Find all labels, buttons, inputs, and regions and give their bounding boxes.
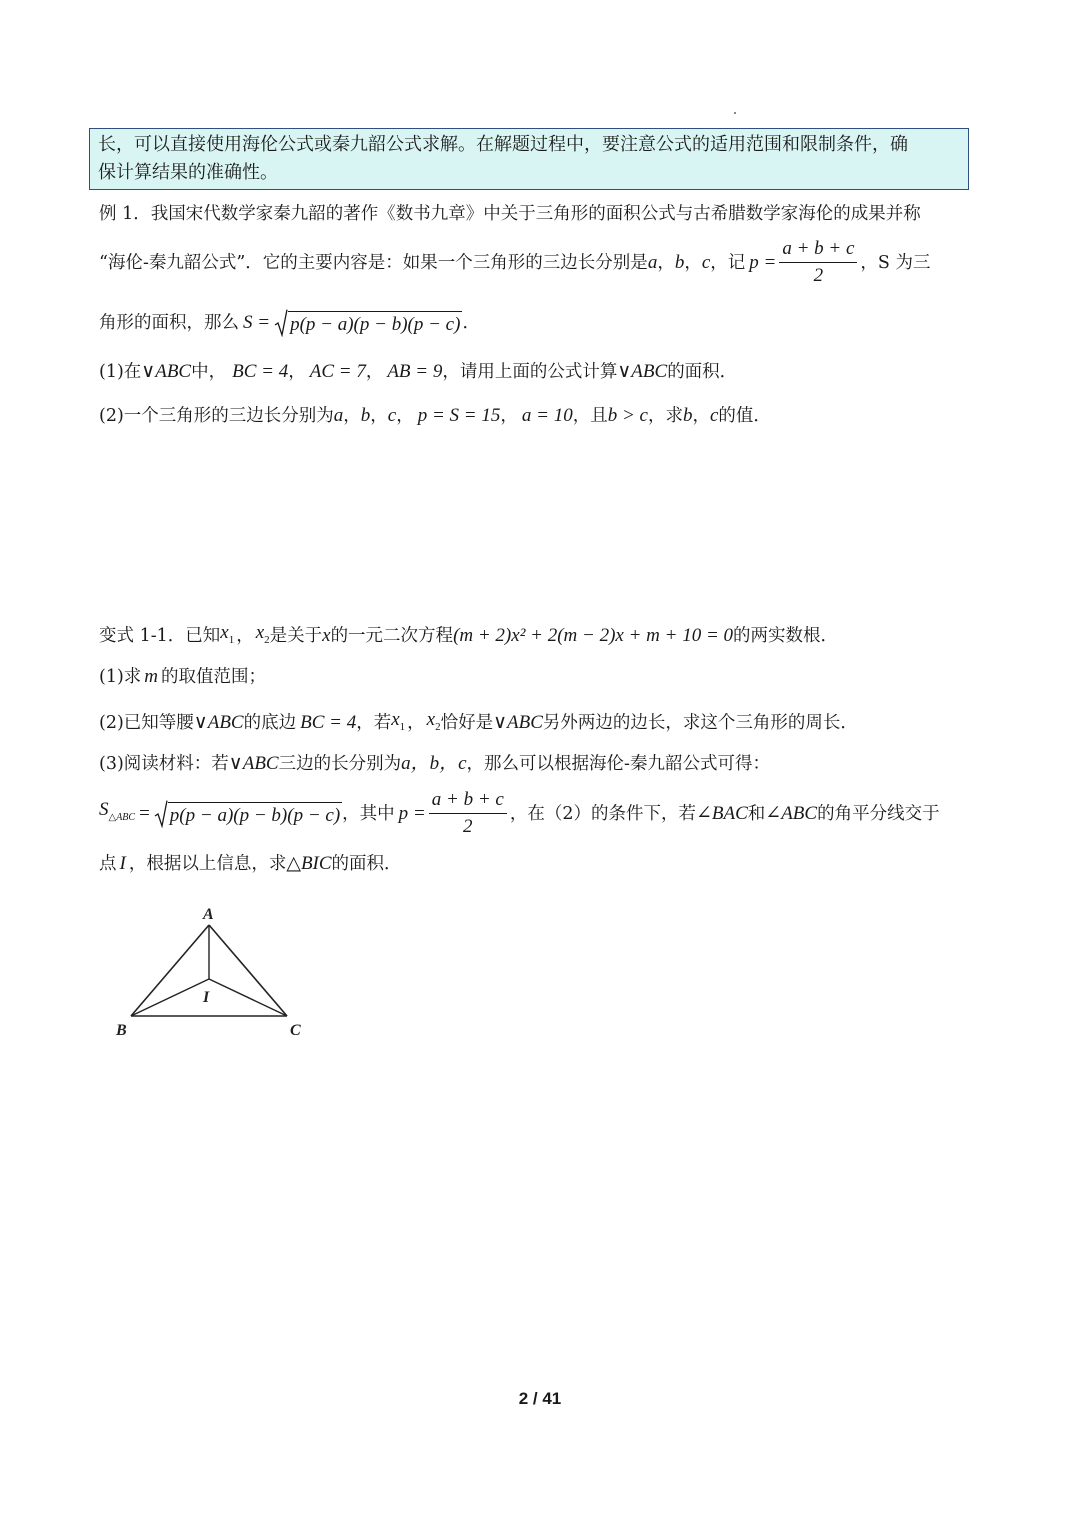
- q3-text: 三边的长分别为: [278, 754, 402, 774]
- x2: $x_2$: [255, 622, 270, 646]
- variant-title: [99, 620, 838, 653]
- example1-intro-line2: [99, 238, 930, 287]
- p-equals: p =: [749, 251, 777, 273]
- callout-line-1: 长，可以直接使用海伦公式或秦九韶公式求解。在解题过程中，要注意公式的适用范围和限制条件，确: [98, 134, 908, 155]
- q2-label: (2)已知等腰: [99, 713, 194, 734]
- q3-text: 的角平分线交于: [817, 803, 940, 824]
- q2-text: 的值．: [718, 406, 771, 426]
- separator: ，: [343, 406, 361, 426]
- variant-text: 是关于: [269, 626, 323, 647]
- triangle-symbol: ∨: [617, 361, 632, 382]
- q3-text: 点: [99, 854, 117, 874]
- variant-question3: [99, 751, 770, 777]
- x1: $x_1$: [391, 709, 406, 733]
- radical-sign-icon: [154, 800, 168, 828]
- var-m: m: [144, 666, 159, 687]
- p-fraction: [429, 789, 507, 838]
- fraction-denominator: 2: [813, 265, 824, 286]
- q1-text: 的面积．: [667, 362, 738, 382]
- q2-label: (2)一个三角形的三边长分别为: [99, 406, 334, 426]
- segment-bi: [131, 979, 209, 1016]
- fraction-numerator: a + b + c: [429, 789, 507, 814]
- variant-question2: [99, 707, 858, 740]
- q1-label: (1)求: [99, 667, 142, 687]
- triangle-symbol: ∨: [228, 753, 243, 774]
- separator: ，: [288, 362, 306, 382]
- q3-text: ，那么可以根据海伦-秦九韶公式可得：: [466, 754, 770, 774]
- separator: ，: [684, 252, 702, 273]
- label-i: I: [203, 989, 210, 1006]
- side-ab: [131, 925, 209, 1016]
- label-a: A: [203, 906, 214, 923]
- summary-callout: [89, 128, 969, 190]
- p-equals: p =: [398, 802, 426, 824]
- area-symbol: $S_{\triangle ABC}$: [99, 798, 136, 823]
- angle-bac: ∠BAC: [695, 802, 748, 824]
- heron-sqrt: [154, 800, 342, 828]
- triangle-bic: △BIC: [286, 853, 332, 874]
- q2-text: 的底边: [243, 713, 297, 734]
- p-s-value: p = S = 15: [417, 405, 501, 426]
- variant-text: 的两实数根．: [733, 626, 839, 647]
- triangle-symbol: ∨: [193, 712, 208, 734]
- var-i: I: [119, 853, 126, 874]
- intro-text: 角形的面积，那么: [99, 313, 239, 333]
- var-b: b: [674, 251, 685, 273]
- x1: $x_1$: [220, 622, 235, 646]
- ji-text: 记: [727, 252, 746, 273]
- q3-label: (3)阅读材料：若: [99, 754, 229, 774]
- intro-text: “海伦-秦九韶公式”．它的主要内容是：如果一个三角形的三边长分别是: [99, 252, 648, 273]
- bc-value: BC = 4: [300, 712, 357, 734]
- label-c: C: [290, 1022, 301, 1039]
- example1-question2: [99, 403, 771, 429]
- scan-dot: [734, 112, 736, 114]
- q2-text: ，求: [647, 406, 683, 426]
- equals: =: [139, 802, 150, 824]
- callout-line-2: 保计算结果的准确性。: [98, 162, 278, 183]
- intro-text-end: ，S 为三: [860, 252, 931, 273]
- example1-intro-line3: [99, 309, 480, 337]
- abc: ABC: [242, 753, 279, 774]
- ab-value: AB = 9: [387, 361, 443, 382]
- triangle-figure: [100, 895, 330, 1045]
- separator: ，: [500, 406, 518, 426]
- fraction-denominator: 2: [463, 816, 473, 837]
- var-b: b: [682, 405, 693, 426]
- p-fraction: [779, 238, 857, 287]
- x2: $x_2$: [426, 709, 441, 733]
- b-gt-c: b > c: [607, 405, 648, 426]
- q1-label: (1)在: [99, 362, 142, 382]
- var-b: b: [360, 405, 371, 426]
- segment-ci: [209, 979, 287, 1016]
- var-c: c: [709, 405, 719, 426]
- q2-text: 恰好是: [440, 713, 494, 734]
- period: ．: [462, 313, 480, 333]
- triangle-symbol: ∨: [493, 712, 508, 734]
- var-c: c: [701, 251, 711, 273]
- a-value: a = 10: [521, 405, 573, 426]
- q3-text: 的面积．: [331, 854, 402, 874]
- separator: ，: [407, 713, 425, 734]
- page-number: 2 / 41: [518, 1389, 562, 1408]
- heron-sqrt: [274, 309, 462, 337]
- q1-text: 的取值范围；: [161, 667, 267, 687]
- abc: ABC: [631, 361, 668, 382]
- q3-text: ，根据以上信息，求: [128, 854, 287, 874]
- q2-text: 另外两边的边长，求这个三角形的周长．: [542, 713, 858, 734]
- ac-value: AC = 7: [309, 361, 366, 382]
- abc: ABC: [507, 712, 543, 734]
- fraction-numerator: a + b + c: [779, 238, 857, 263]
- side-ac: [209, 925, 287, 1016]
- variant-text: 的一元二次方程: [330, 626, 454, 647]
- q3-text: ，在（2）的条件下，若: [509, 803, 696, 824]
- q1-text: ，请用上面的公式计算: [442, 362, 618, 382]
- separator: ，: [657, 252, 675, 273]
- var-x: x: [322, 625, 331, 647]
- example1-question1: [99, 359, 737, 385]
- var-c: c: [387, 405, 397, 426]
- variant-question3-end: [99, 851, 402, 877]
- abc-list: a，b，c: [401, 753, 467, 774]
- q3-text: 和: [747, 803, 766, 824]
- variant-text: 变式 1-1．已知: [99, 626, 221, 647]
- radicand: p(p − a)(p − b)(p − c): [168, 802, 342, 828]
- q2-text: ，且: [572, 406, 608, 426]
- separator: ，: [396, 406, 414, 426]
- separator: ，: [365, 362, 384, 382]
- label-b: B: [116, 1022, 127, 1039]
- var-a: a: [647, 251, 658, 273]
- separator: ，: [370, 406, 388, 426]
- q1-text: 中，: [191, 362, 227, 382]
- separator: ，: [710, 252, 728, 273]
- bc-value: BC = 4: [232, 361, 289, 382]
- example1-intro-line1: 例 1．我国宋代数学家秦九韶的著作《数书九章》中关于三角形的面积公式与古希腊数学家海伦的成果并称: [99, 204, 921, 224]
- q3-text: ，其中: [342, 803, 395, 824]
- separator: ，: [236, 626, 254, 647]
- radicand: p(p − a)(p − b)(p − c): [288, 311, 462, 337]
- radical-sign-icon: [274, 309, 288, 337]
- variant-formula-line: [99, 789, 940, 838]
- triangle-symbol: ∨: [141, 361, 156, 382]
- abc: ABC: [155, 361, 192, 382]
- var-a: a: [333, 405, 344, 426]
- angle-abc: ∠ABC: [765, 802, 818, 824]
- quadratic-equation: (m + 2)x² + 2(m − 2)x + m + 10 = 0: [453, 625, 734, 647]
- q2-text: ，若: [356, 713, 392, 734]
- s-equals: S =: [243, 312, 271, 333]
- abc: ABC: [207, 712, 244, 734]
- variant-question1: [99, 664, 266, 690]
- separator: ，: [692, 406, 710, 426]
